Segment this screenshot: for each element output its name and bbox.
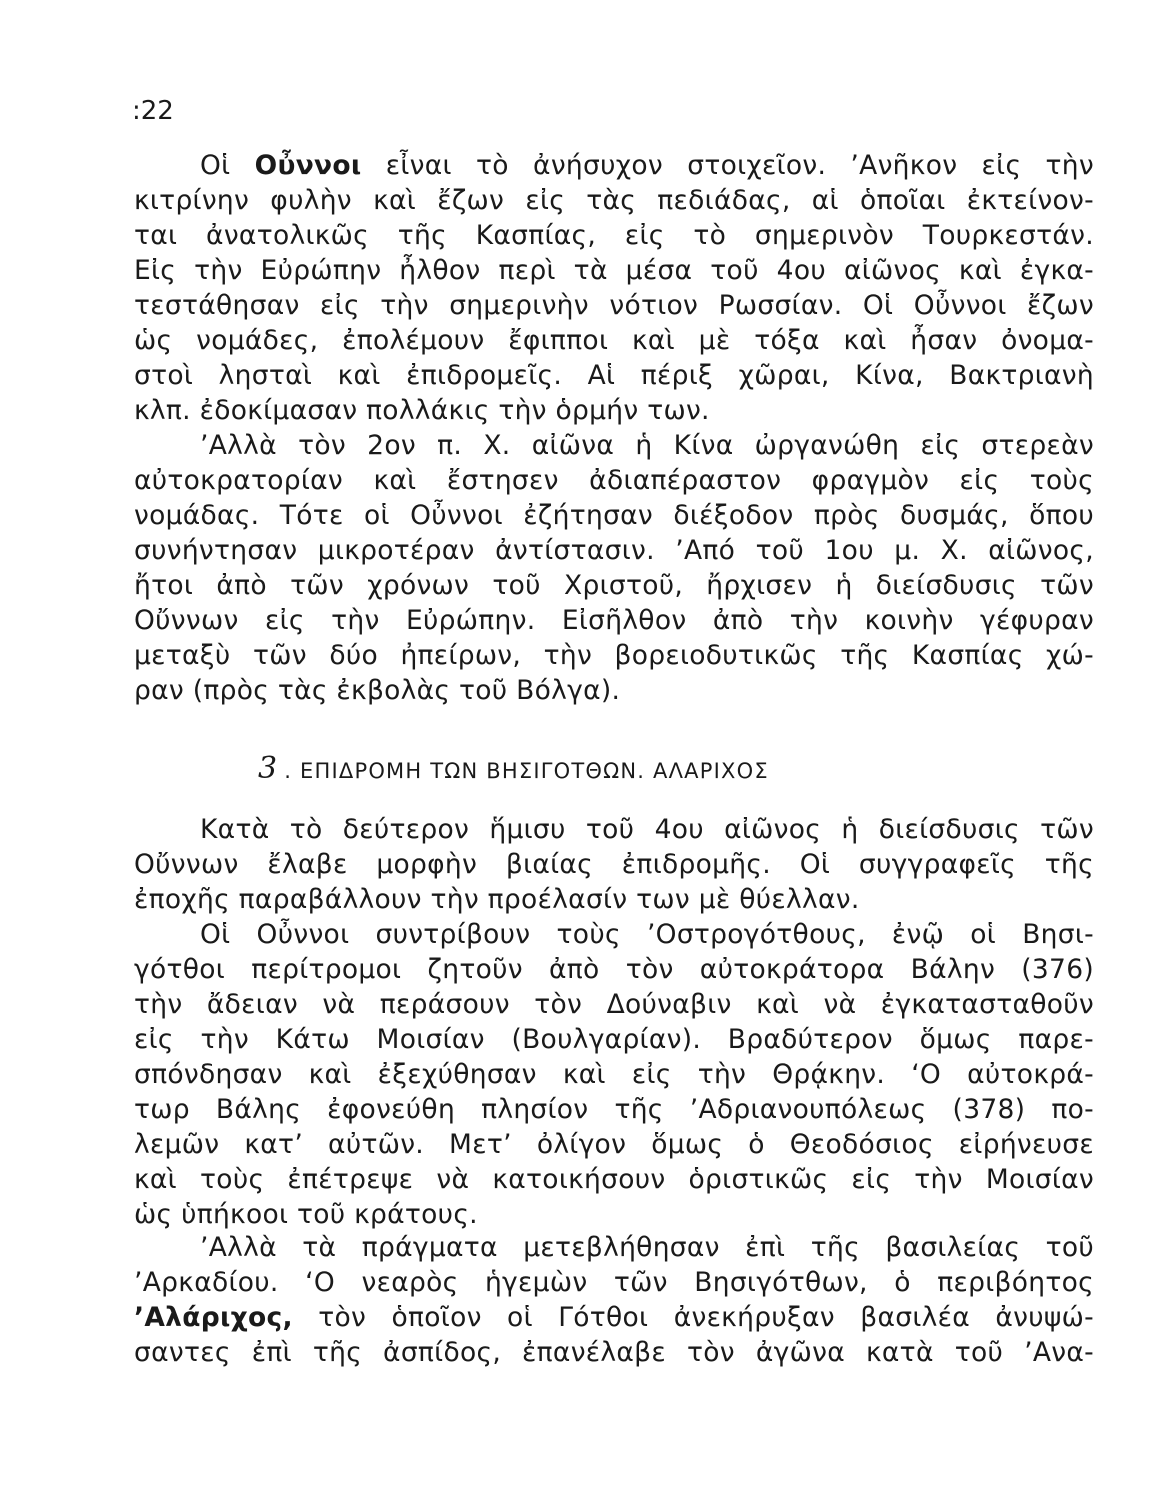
text-line: εἰς τὴν Κάτω Μοισίαν (Βουλγαρίαν). Βραδύτερον ὅμως παρε- <box>134 1024 1094 1055</box>
text-line: Εἰς τὴν Εὐρώπην ἦλθον περὶ τὰ μέσα τοῦ 4ου αἰῶνος καὶ ἐγκα- <box>134 255 1094 286</box>
text-line: τωρ Βάλης ἐφονεύθη πλησίον τῆς ’Αδριανουπόλεως (378) πο- <box>134 1094 1094 1125</box>
section-heading <box>258 751 769 786</box>
text-line: Οἱ Οὖννοι συντρίβουν τοὺς ’Οστρογότθους, ἐνῷ οἱ Βησι- <box>200 919 1094 950</box>
text-line: ’Αλλὰ τὸν 2ον π. Χ. αἰῶνα ἡ Κίνα ὠργανώθη εἰς στερεὰν <box>200 430 1094 461</box>
text-line: ’Αλλὰ τὰ πράγματα μετεβλήθησαν ἐπὶ τῆς βασιλείας τοῦ <box>200 1232 1094 1263</box>
text-line: Οἱ Οὖννοι εἶναι τὸ ἀνήσυχον στοιχεῖον. ’Ανῆκον εἰς τὴν <box>200 150 1094 181</box>
text-line: μεταξὺ τῶν δύο ἠπείρων, τὴν βορειοδυτικῶς τῆς Κασπίας χώ- <box>134 640 1094 671</box>
paragraph-huns-intro <box>134 148 1094 428</box>
text-line: ἐποχῆς παραβάλλουν τὴν προέλασίν των μὲ θύελλαν. <box>134 884 860 915</box>
text-line: Οὔννων εἰς τὴν Εὐρώπην. Εἰσῆλθον ἀπὸ τὴν κοινὴν γέφυραν <box>134 605 1094 636</box>
text-line: Οὔννων ἔλαβε μορφὴν βιαίας ἐπιδρομῆς. Οἱ συγγραφεῖς τῆς <box>134 849 1094 880</box>
section-title: . ΕΠΙΔΡΟΜΗ ΤΩΝ ΒΗΣΙΓΟΤΘΩΝ. ΑΛΑΡΙΧΟΣ <box>284 759 769 783</box>
text-line: συνήντησαν μικροτέραν ἀντίστασιν. ’Από τοῦ 1ου μ. Χ. αἰῶνος, <box>134 535 1094 566</box>
text-line: στοὶ λησταὶ καὶ ἐπιδρομεῖς. Αἱ πέριξ χῶραι, Κίνα, Βακτριανὴ <box>134 360 1094 391</box>
text-line: τὴν ἄδειαν νὰ περάσουν τὸν Δούναβιν καὶ νὰ ἐγκατασταθοῦν <box>134 989 1094 1020</box>
paragraph-visigoths <box>134 917 1094 1232</box>
bold-term-huns: Οὖννοι <box>254 150 362 181</box>
text-line: κλπ. ἐδοκίμασαν πολλάκις τὴν ὁρμήν των. <box>134 395 710 426</box>
paragraph-huns-westward <box>134 428 1094 708</box>
text-line: κιτρίνην φυλὴν καὶ ἔζων εἰς τὰς πεδιάδας, αἱ ὁποῖαι ἐκτείνον- <box>134 185 1094 216</box>
text-line: σαντες ἐπὶ τῆς ἀσπίδος, ἐπανέλαβε τὸν ἀγῶνα κατὰ τοῦ ’Ανα- <box>134 1337 1094 1368</box>
paragraph-alaric <box>134 1230 1094 1370</box>
text-line: τεστάθησαν εἰς τὴν σημερινὴν νότιον Ρωσσίαν. Οἱ Οὖννοι ἔζων <box>134 290 1094 321</box>
text-line: ται ἀνατολικῶς τῆς Κασπίας, εἰς τὸ σημερινὸν Τουρκεστάν. <box>134 220 1094 251</box>
text-line: καὶ τοὺς ἐπέτρεψε νὰ κατοικήσουν ὁριστικῶς εἰς τὴν Μοισίαν <box>134 1164 1094 1195</box>
text-line: ’Αρκαδίου. ‘Ο νεαρὸς ἡγεμὼν τῶν Βησιγότθων, ὁ περιβόητος <box>134 1267 1094 1298</box>
text-line: σπόνδησαν καὶ ἐξεχύθησαν καὶ εἰς τὴν Θρᾴκην. ‘Ο αὐτοκρά- <box>134 1059 1094 1090</box>
text-line: ραν (πρὸς τὰς ἐκβολὰς τοῦ Βόλγα). <box>134 675 621 706</box>
text-line: ’Αλάριχος, τὸν ὁποῖον οἱ Γότθοι ἀνεκήρυξαν βασιλέα ἀνυψώ- <box>134 1302 1094 1333</box>
text-line: ἤτοι ἀπὸ τῶν χρόνων τοῦ Χριστοῦ, ἤρχισεν ἡ διείσδυσις τῶν <box>134 570 1094 601</box>
text-line: Κατὰ τὸ δεύτερον ἥμισυ τοῦ 4ου αἰῶνος ἡ διείσδυσις τῶν <box>200 814 1094 845</box>
text-line: ὡς νομάδες, ἐπολέμουν ἔφιπποι καὶ μὲ τόξα καὶ ἦσαν ὀνομα- <box>134 325 1094 356</box>
text-line: ὡς ὑπήκοοι τοῦ κράτους. <box>134 1199 478 1230</box>
text-line: λεμῶν κατ’ αὐτῶν. Μετ’ ὀλίγον ὅμως ὁ Θεοδόσιος εἰρήνευσε <box>134 1129 1094 1160</box>
text-line: αὐτοκρατορίαν καὶ ἔστησεν ἀδιαπέραστον φραγμὸν εἰς τοὺς <box>134 465 1094 496</box>
page-number: :22 <box>132 96 174 126</box>
paragraph-invasion <box>134 812 1094 917</box>
text-line: νομάδας. Τότε οἱ Οὖννοι ἐζήτησαν διέξοδον πρὸς δυσμάς, ὅπου <box>134 500 1094 531</box>
bold-term-alaric: ’Αλάριχος, <box>134 1302 293 1333</box>
section-number: 3 <box>258 751 279 786</box>
text-line: γότθοι περίτρομοι ζητοῦν ἀπὸ τὸν αὐτοκράτορα Βάλην (376) <box>134 954 1094 985</box>
